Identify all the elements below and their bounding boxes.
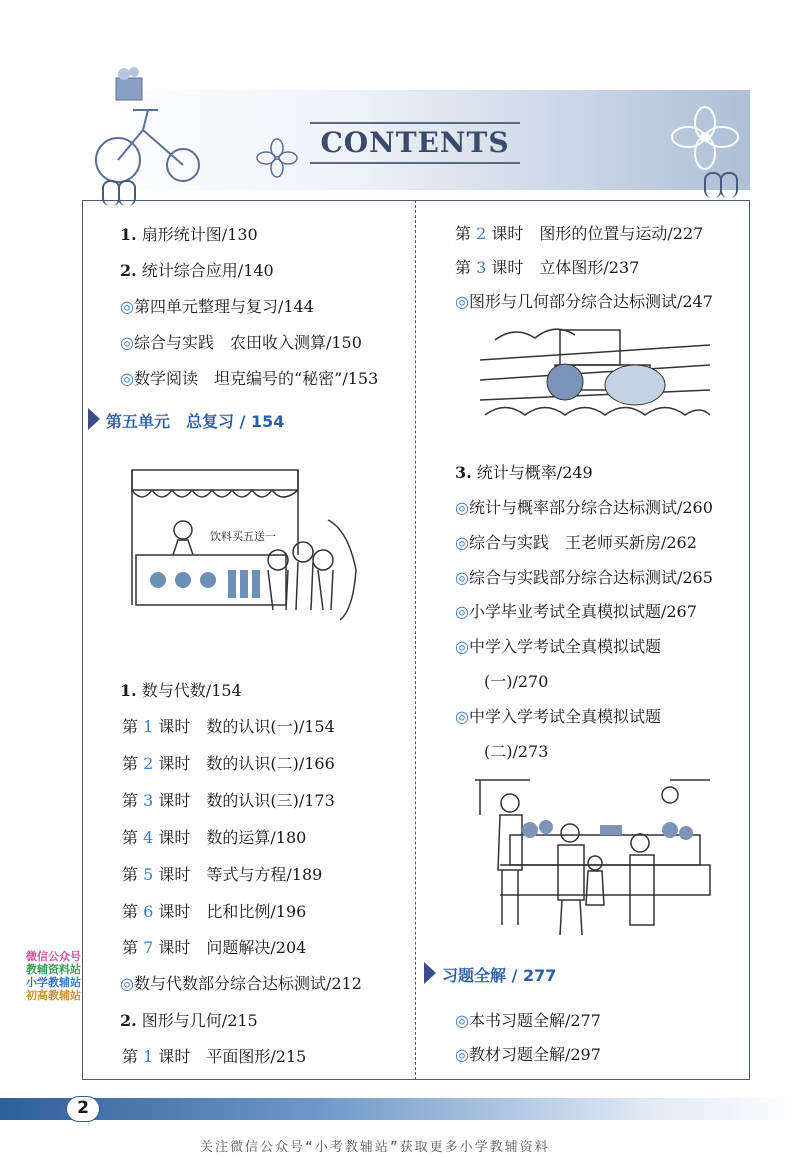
- footer-band: [0, 1098, 800, 1120]
- toc-entry[interactable]: 1. 数与代数/154: [120, 681, 242, 700]
- toc-lesson[interactable]: 第 3 课时 立体图形/237: [455, 258, 640, 277]
- toc-lesson[interactable]: 第 1 课时 平面图形/215: [122, 1047, 307, 1066]
- title-line-top: [310, 122, 520, 124]
- toc-entry[interactable]: ◎教材习题全解/297: [455, 1045, 601, 1064]
- page-title: CONTENTS: [320, 126, 510, 159]
- toc-entry[interactable]: ◎中学入学考试全真模拟试题: [455, 637, 661, 656]
- road-roller-illustration: [475, 320, 715, 440]
- toc-lesson[interactable]: 第 4 课时 数的运算/180: [122, 828, 307, 847]
- toc-entry[interactable]: 3. 统计与概率/249: [455, 463, 593, 482]
- toc-entry[interactable]: ◎数与代数部分综合达标测试/212: [120, 974, 362, 993]
- toc-lesson[interactable]: 第 7 课时 问题解决/204: [122, 938, 307, 957]
- toc-lesson[interactable]: 第 3 课时 数的认识(三)/173: [122, 791, 335, 810]
- toc-entry[interactable]: ◎中学入学考试全真模拟试题: [455, 707, 661, 726]
- clip-icon: [720, 172, 738, 198]
- bicycle-flower-icon: [88, 60, 208, 190]
- clip-icon: [118, 180, 136, 206]
- toc-entry[interactable]: ◎本书习题全解/277: [455, 1011, 601, 1030]
- toc-entry[interactable]: 2. 图形与几何/215: [120, 1011, 258, 1030]
- toc-entry[interactable]: ◎数学阅读 坦克编号的“秘密”/153: [120, 369, 379, 388]
- arrow-icon: [88, 408, 100, 430]
- drink-shop-illustration: [128, 460, 360, 632]
- toc-entry[interactable]: 2. 统计综合应用/140: [120, 261, 274, 280]
- column-divider: [415, 200, 416, 1080]
- unit-heading[interactable]: 第五单元 总复习 / 154: [106, 412, 285, 431]
- market-illustration: [470, 775, 715, 940]
- toc-entry[interactable]: ◎综合与实践 王老师买新房/262: [455, 533, 697, 552]
- toc-entry[interactable]: ◎第四单元整理与复习/144: [120, 297, 314, 316]
- toc-entry[interactable]: ◎综合与实践 农田收入测算/150: [120, 333, 362, 352]
- toc-lesson[interactable]: 第 1 课时 数的认识(一)/154: [122, 717, 335, 736]
- toc-entry[interactable]: ◎图形与几何部分综合达标测试/247: [455, 292, 713, 311]
- bottom-note: 关注微信公众号“小考教辅站”获取更多小学教辅资料: [200, 1140, 550, 1155]
- toc-lesson[interactable]: 第 2 课时 图形的位置与运动/227: [455, 224, 704, 243]
- toc-lesson[interactable]: 第 5 课时 等式与方程/189: [122, 865, 323, 884]
- watermark: 微信公众号 教辅资料站 小学教辅站 初高教辅站: [26, 950, 81, 1002]
- toc-lesson[interactable]: 第 2 课时 数的认识(二)/166: [122, 754, 335, 773]
- title-line-bottom: [310, 162, 520, 164]
- arrow-icon: [424, 962, 436, 984]
- small-flower-icon: [255, 138, 299, 178]
- toc-lesson[interactable]: 第 6 课时 比和比例/196: [122, 902, 307, 921]
- unit-heading[interactable]: 习题全解 / 277: [442, 966, 557, 985]
- toc-entry[interactable]: ◎综合与实践部分综合达标测试/265: [455, 568, 713, 587]
- toc-entry[interactable]: 1. 扇形统计图/130: [120, 225, 258, 244]
- page-number: 2: [66, 1096, 100, 1122]
- toc-entry[interactable]: ◎小学毕业考试全真模拟试题/267: [455, 602, 697, 621]
- flower-icon: [660, 95, 750, 185]
- toc-entry[interactable]: ◎统计与概率部分综合达标测试/260: [455, 498, 713, 517]
- shop-sign: 饮料买五送一: [210, 530, 276, 543]
- toc-entry-continuation[interactable]: (二)/273: [484, 742, 549, 761]
- toc-entry-continuation[interactable]: (一)/270: [484, 672, 549, 691]
